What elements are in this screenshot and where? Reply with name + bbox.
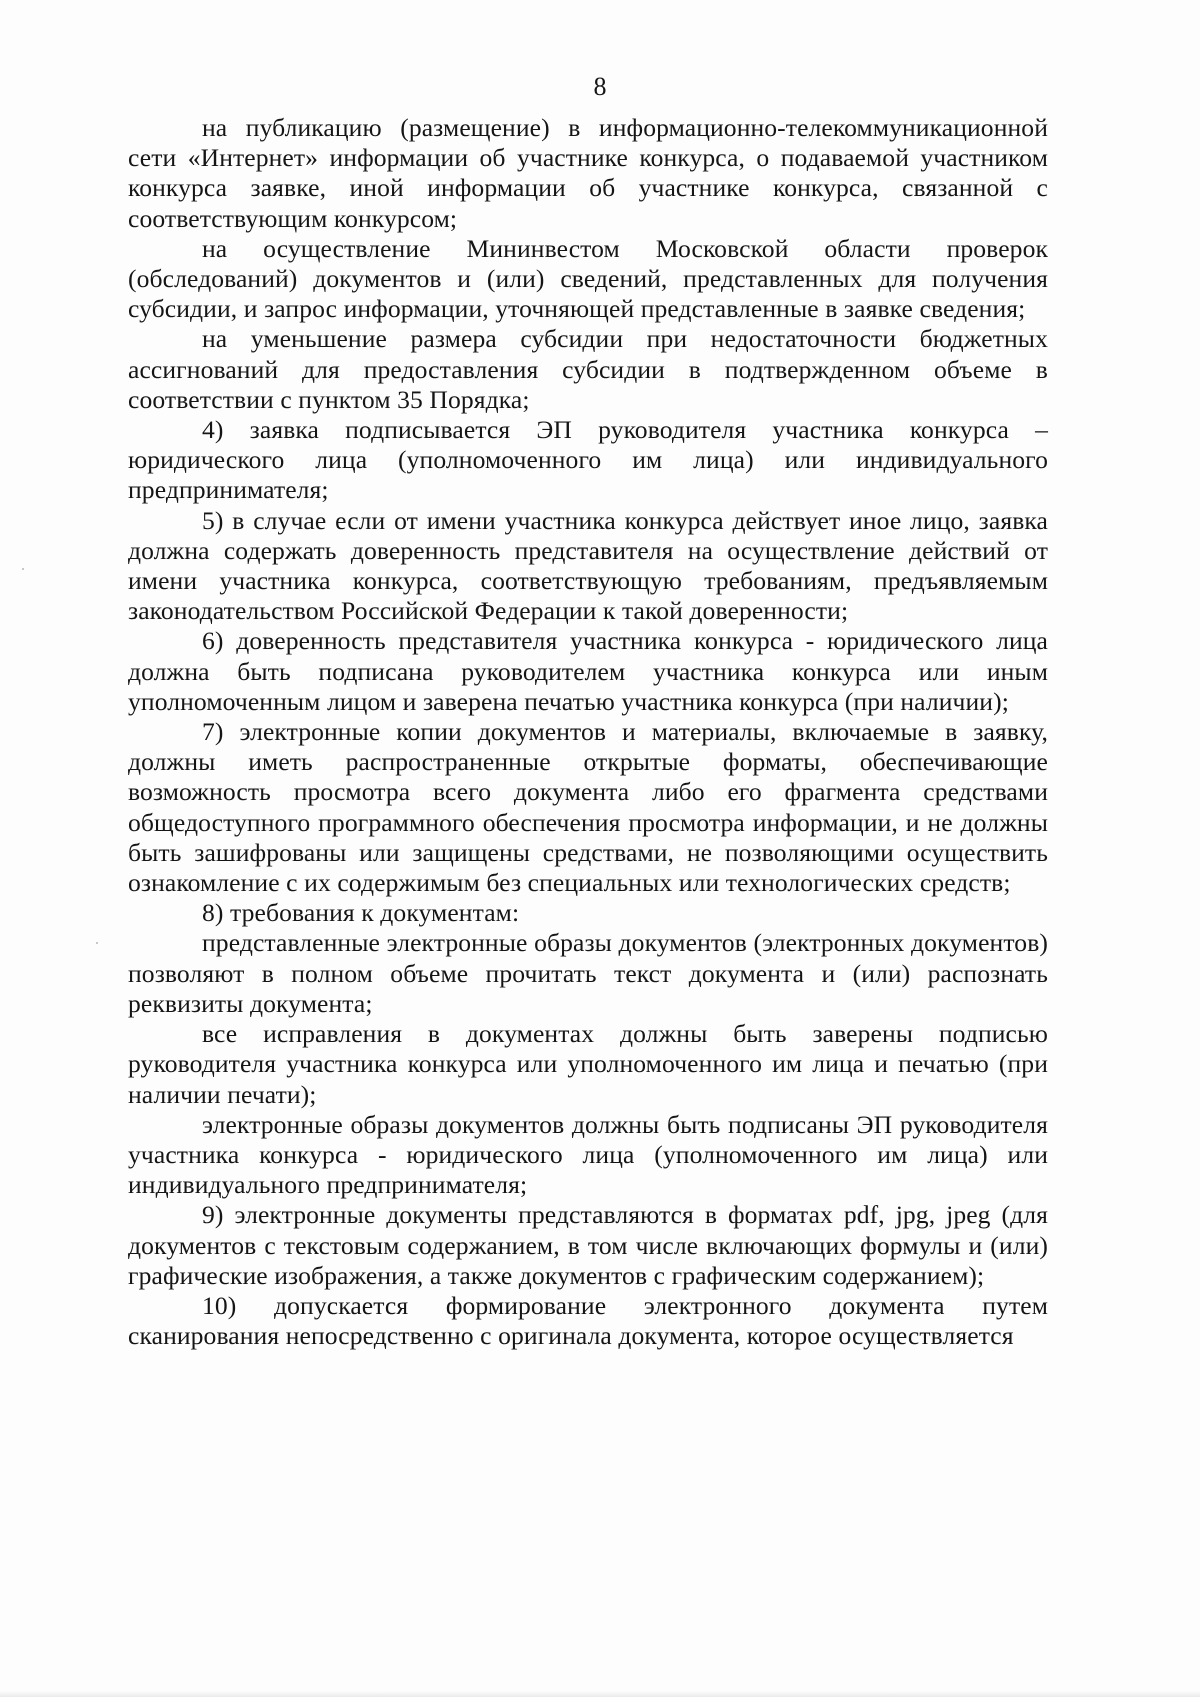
paragraph-item-10: 10) допускается формирование электронного документа путем сканирования непосредственно с оригинала документа, которое осуществляется bbox=[128, 1290, 1048, 1351]
paragraph-requirement-corrections: все исправления в документах должны быть заверены подписью руководителя участника конкурса или уполномоченного им лица и печатью (при наличии печати); bbox=[128, 1019, 1048, 1109]
paragraph-item-4: 4) заявка подписывается ЭП руководителя участника конкурса – юридического лица (уполномоченного им лица) или индивидуального предпринимателя; bbox=[128, 415, 1048, 505]
scan-artifact bbox=[22, 568, 24, 570]
scan-edge bbox=[0, 1691, 1200, 1697]
paragraph-item-5: 5) в случае если от имени участника конкурса действует иное лицо, заявка должна содержать доверенность представителя на осуществление действий от имени участника конкурса, соответствующую требованиям, предъявляемым законодательством Российской Федерации к такой доверенности; bbox=[128, 505, 1048, 626]
paragraph-consent-inspection: на осуществление Мининвестом Московской области проверок (обследований) документов и (или) сведений, представленных для получения субсидии, и запрос информации, уточняющей представленные в заявке сведения; bbox=[128, 233, 1048, 324]
paragraph-consent-publication: на публикацию (размещение) в информационно-телекоммуникационной сети «Интернет» информации об участнике конкурса, о подаваемой участником конкурса заявке, иной информации об участнике конкурса, связанной с соответствующим конкурсом; bbox=[128, 113, 1048, 233]
paragraph-item-7: 7) электронные копии документов и материалы, включаемые в заявку, должны иметь распространенные открытые форматы, обеспечивающие возможность просмотра всего документа либо его фрагмента средствами общедоступного программного обеспечения просмотра информации, и не должны быть зашифрованы или защищены средствами, не позволяющими осуществить ознакомление с их содержимым без специальных или технологических средств; bbox=[128, 717, 1048, 898]
paragraph-requirement-signature: электронные образы документов должны быть подписаны ЭП руководителя участника конкурса - юридического лица (уполномоченного им лица) или индивидуального предпринимателя; bbox=[128, 1109, 1048, 1200]
document-body bbox=[128, 113, 1048, 1351]
paragraph-item-6: 6) доверенность представителя участника конкурса - юридического лица должна быть подписана руководителем участника конкурса или иным уполномоченным лицом и заверена печатью участника конкурса (при наличии); bbox=[128, 626, 1048, 716]
paragraph-item-8: 8) требования к документам: bbox=[202, 898, 520, 928]
paragraph-item-9: 9) электронные документы представляются в форматах pdf, jpg, jpeg (для документов с текстовым содержанием, в том числе включающих формулы и (или) графические изображения, а также документов с графическим содержанием); bbox=[128, 1200, 1048, 1290]
page-number: 8 bbox=[593, 72, 607, 101]
scan-artifact bbox=[96, 942, 98, 944]
paragraph-requirement-images: представленные электронные образы документов (электронных документов) позволяют в полном объеме прочитать текст документа и (или) распознать реквизиты документа; bbox=[128, 928, 1048, 1018]
paragraph-consent-reduction: на уменьшение размера субсидии при недостаточности бюджетных ассигнований для предоставления субсидии в подтвержденном объеме в соответствии с пунктом 35 Порядка; bbox=[128, 324, 1048, 414]
